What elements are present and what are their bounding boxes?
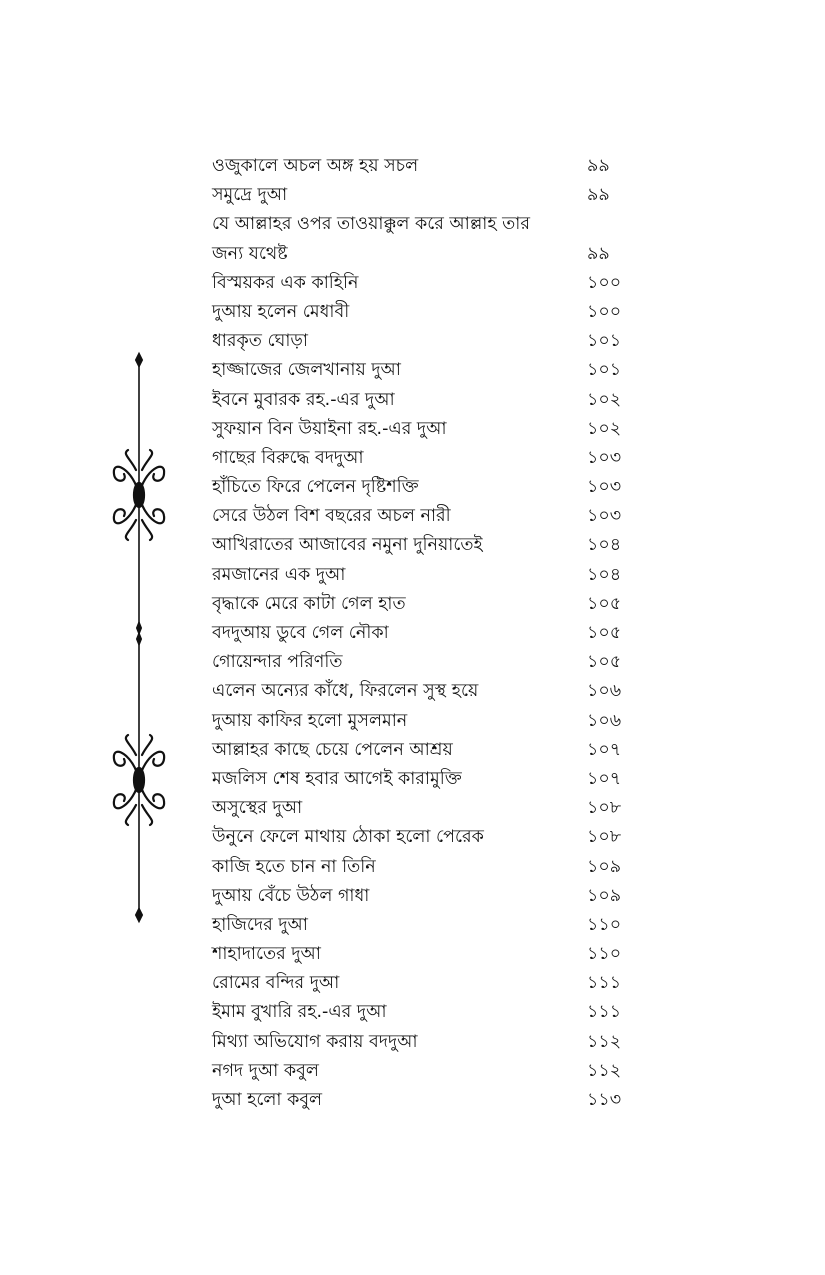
toc-entry	[212, 473, 632, 502]
table-of-contents	[212, 152, 632, 1115]
decorative-border-ornament-icon	[100, 350, 180, 925]
toc-entry-page-number: ১০৫	[587, 652, 622, 673]
toc-entry-title: দুআয় কাফির হলো মুসলমান	[212, 710, 408, 731]
toc-entry-title: হাঁচিতে ফিরে পেলেন দৃষ্টিশক্তি	[212, 477, 419, 498]
toc-entry	[212, 677, 632, 706]
toc-entry-title: গাছের বিরুদ্ধে বদদুআ	[212, 447, 364, 468]
toc-entry-page-number: ১০৩	[587, 506, 622, 527]
toc-entry	[212, 765, 632, 794]
toc-entry-page-number: ১১২	[587, 1060, 622, 1081]
toc-entry	[212, 969, 632, 998]
toc-entry-title: আল্লাহর কাছে চেয়ে পেলেন আশ্রয়	[212, 739, 453, 760]
toc-entry	[212, 152, 632, 181]
toc-entry-page-number: ১০৯	[587, 856, 622, 877]
toc-entry-title: আখিরাতের আজাবের নমুনা দুনিয়াতেই	[212, 535, 483, 556]
toc-entry-page-number: ১০৪	[587, 535, 622, 556]
toc-entry-page-number: ১০২	[587, 389, 622, 410]
toc-entry	[212, 911, 632, 940]
toc-entry-page-number: ১১১	[587, 973, 622, 994]
toc-entry-page-number: ১০৫	[587, 593, 622, 614]
toc-entry-title: জন্য যথেষ্ট	[212, 243, 288, 264]
toc-entry	[212, 648, 632, 677]
toc-entry	[212, 502, 632, 531]
toc-entry-title: রোমের বন্দির দুআ	[212, 973, 340, 994]
toc-entry	[212, 736, 632, 765]
toc-entry	[212, 531, 632, 560]
toc-entry-page-number: ১০৭	[587, 739, 622, 760]
toc-entry	[212, 415, 632, 444]
toc-entry-page-number: ১০৩	[587, 477, 622, 498]
toc-entry-page-number: ১১৩	[587, 1090, 622, 1110]
toc-entry-title: কাজি হতে চান না তিনি	[212, 856, 376, 877]
toc-entry	[212, 882, 632, 911]
toc-entry	[212, 444, 632, 473]
toc-entry-title: বিস্ময়কর এক কাহিনি	[212, 272, 359, 293]
toc-entry-title: বৃদ্ধাকে মেরে কাটা গেল হাত	[212, 593, 406, 614]
toc-entry-page-number: ৯৯	[587, 156, 610, 176]
toc-entry	[212, 240, 632, 269]
toc-entry-title: গোয়েন্দার পরিণতি	[212, 652, 343, 673]
toc-entry	[212, 561, 632, 590]
toc-entry	[212, 1086, 632, 1115]
toc-entry	[212, 794, 632, 823]
toc-entry	[212, 998, 632, 1027]
toc-entry-title: বদদুআয় ডুবে গেল নৌকা	[212, 623, 389, 643]
toc-entry	[212, 940, 632, 969]
toc-entry	[212, 269, 632, 298]
toc-entry-page-number: ১০৫	[587, 623, 622, 643]
toc-entry-title: এলেন অন্যের কাঁধে, ফিরলেন সুস্থ হয়ে	[212, 681, 479, 702]
toc-entry-page-number: ১১০	[587, 914, 622, 935]
toc-entry-title: সমুদ্রে দুআ	[212, 185, 288, 206]
toc-entry-title: দুআয় হলেন মেধাবী	[212, 301, 350, 322]
toc-entry-page-number: ৯৯	[587, 185, 610, 206]
toc-entry	[212, 356, 632, 385]
toc-entry-title: উনুনে ফেলে মাথায় ঠোকা হলো পেরেক	[212, 827, 484, 848]
toc-entry-page-number: ৯৯	[587, 243, 610, 264]
toc-entry-title: দুআ হলো কবুল	[212, 1090, 323, 1110]
toc-entry-title: ধারকৃত ঘোড়া	[212, 331, 308, 352]
toc-entry-title: ইমাম বুখারি রহ.-এর দুআ	[212, 1002, 387, 1023]
toc-entry-page-number: ১০৬	[587, 710, 622, 731]
toc-entry-page-number: ১০৮	[587, 827, 622, 848]
toc-entry-title: মিথ্যা অভিযোগ করায় বদদুআ	[212, 1031, 418, 1052]
toc-entry-page-number: ১০১	[587, 360, 622, 381]
toc-entry-title: যে আল্লাহর ওপর তাওয়াক্কুল করে আল্লাহ তার	[212, 214, 530, 235]
toc-entry-title: হাজ্জাজের জেলখানায় দুআ	[212, 360, 401, 381]
toc-entry-page-number: ১০৩	[587, 447, 622, 468]
toc-entry	[212, 181, 632, 210]
toc-entry-title: রমজানের এক দুআ	[212, 564, 346, 585]
toc-entry	[212, 210, 632, 239]
toc-entry	[212, 707, 632, 736]
toc-entry	[212, 386, 632, 415]
toc-entry-page-number: ১০০	[587, 301, 622, 322]
toc-entry	[212, 327, 632, 356]
toc-entry-page-number: ১০৭	[587, 768, 622, 789]
toc-entry-page-number: ১০০	[587, 272, 622, 293]
toc-entry-title: দুআয় বেঁচে উঠল গাধা	[212, 885, 370, 906]
toc-entry-title: শাহাদাতের দুআ	[212, 944, 321, 965]
toc-entry-title: সুফয়ান বিন উয়াইনা রহ.-এর দুআ	[212, 418, 447, 439]
toc-entry-page-number: ১০২	[587, 418, 622, 439]
toc-entry-title: অসুস্থের দুআ	[212, 798, 303, 819]
toc-entry	[212, 1028, 632, 1057]
toc-entry-title: নগদ দুআ কবুল	[212, 1060, 319, 1081]
toc-entry-title: ওজুকালে অচল অঙ্গ হয় সচল	[212, 156, 419, 176]
toc-entry-page-number: ১০৪	[587, 564, 622, 585]
toc-entry-title: ইবনে মুবারক রহ.-এর দুআ	[212, 389, 395, 410]
toc-entry-page-number: ১১০	[587, 944, 622, 965]
toc-entry-page-number: ১০৮	[587, 798, 622, 819]
toc-entry-title: হাজিদের দুআ	[212, 914, 308, 935]
toc-entry-page-number: ১০১	[587, 331, 622, 352]
toc-entry-page-number: ১১১	[587, 1002, 622, 1023]
toc-entry	[212, 619, 632, 648]
toc-entry	[212, 1057, 632, 1086]
toc-entry	[212, 590, 632, 619]
toc-entry-title: সেরে উঠল বিশ বছরের অচল নারী	[212, 506, 451, 527]
toc-entry-page-number: ১১২	[587, 1031, 622, 1052]
toc-entry	[212, 853, 632, 882]
toc-entry-page-number: ১০৯	[587, 885, 622, 906]
toc-entry	[212, 823, 632, 852]
toc-entry-title: মজলিস শেষ হবার আগেই কারামুক্তি	[212, 768, 462, 789]
toc-entry	[212, 298, 632, 327]
toc-entry-page-number: ১০৬	[587, 681, 622, 702]
